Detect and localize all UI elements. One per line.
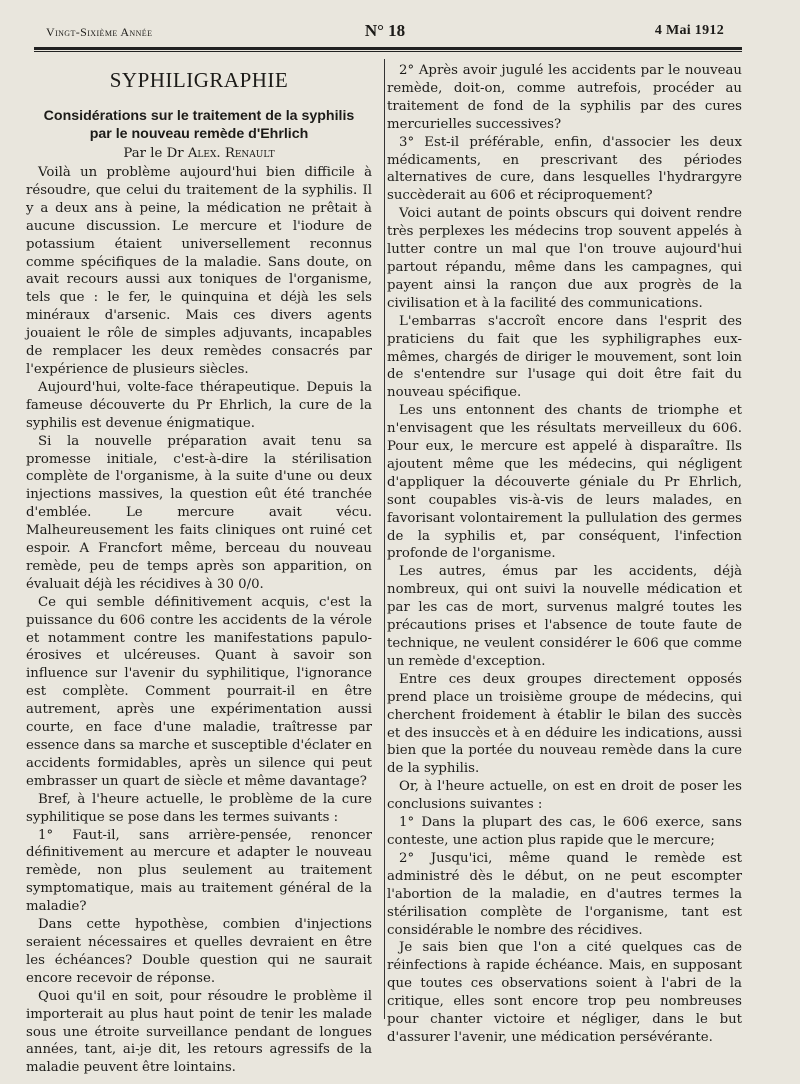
column-divider — [384, 59, 385, 1019]
paragraph: Or, à l'heure actuelle, on est en droit de poser les conclusions suivantes : — [387, 779, 742, 813]
article-title-line-2: par le nouveau remède d'Ehrlich — [89, 126, 309, 142]
paragraph: Voilà un problème aujourd'hui bien difficile à résoudre, que celui du traitement de la syphilis. Il y a deux ans à peine, la médication ne prêtait à aucune discussion. Le mercure et l'iodure de potassium étaient universellement reconnus comme spécifiques de la maladie. Sans doute, on avait recours aussi aux toniques de l'organisme, tels que : le fer, le quinquina et déjà les sels minéraux d'arsenic. Mais ces divers agents jouaient le rôle de simples adjuvants, incapables de remplacer les deux remèdes consacrés par l'expérience de plusieurs siècles. — [26, 165, 372, 377]
issue-date: 4 Mai 1912 — [654, 23, 724, 38]
paragraph: 2° Jusqu'ici, même quand le remède est administré dès le début, on ne peut escompter l'abortion de la maladie, en d'autres termes la stérilisation complète de l'organisme, tant est considérable le nombre des récidives. — [387, 850, 742, 938]
paragraph: Bref, à l'heure actuelle, le problème de la cure syphilitique se pose dans les termes suivants : — [26, 791, 372, 825]
paragraph: Dans cette hypothèse, combien d'injections seraient nécessaires et quelles devraient en être les échéances? Double question qui ne saurait encore recevoir de réponse. — [26, 917, 372, 986]
paragraph: Entre ces deux groupes directement opposés prend place un troisième groupe de médecins, qui cherchent froidement à établir le bilan des succès et des insuccès et à en déduire les indications, aussi bien que la portée du nouveau remède dans la cure de la syphilis. — [387, 671, 742, 777]
paragraph: Les uns entonnent des chants de triomphe et n'envisagent que les résultats merveilleux du 606. Pour eux, le mercure est appelé à disparaître. Ils ajoutent même que les médecins, qui négligent d'appliquer la découverte géniale du Pr Ehrlich, sont coupables vis-à-vis de leurs malades, en favorisant volontairement la pullulation des germes de la syphilis et, par conséquent, l'infection profonde de l'organisme. — [387, 403, 742, 562]
paragraph: Quoi qu'il en soit, pour résoudre le problème il importerait au plus haut point de tenir les malade sous une étroite surveillance pendant de longues années, tant, ai-je dit, les retours agressifs de la maladie peuvent être lointains. — [26, 988, 372, 1076]
right-column — [387, 62, 742, 1045]
issue-number: N° 18 — [364, 21, 406, 40]
article-title — [26, 107, 372, 143]
paragraph: L'embarras s'accroît encore dans l'esprit des praticiens du fait que les syphiligraphes eux-mêmes, chargés de diriger le mouvement, sont loin de s'entendre sur l'usage qui doit être fait du nouveau spécifique. — [387, 313, 742, 401]
paragraph: Si la nouvelle préparation avait tenu sa promesse initiale, c'est-à-dire la stérilisation complète de l'organisme, à la suite d'une ou deux injections massives, la question eût été tranchée d'emblée. Le mercure avait vécu. Malheureusement les faits cliniques ont ruiné cet espoir. A Francfort même, berceau du nouveau remède, peu de temps après son apparition, on évaluait déjà les récidives à 30 0/0. — [26, 433, 372, 592]
paragraph: Voici autant de points obscurs qui doivent rendre très perplexes les médecins trop souvent appelés à lutter contre un mal que l'on trouve aujourd'hui partout répandu, même dans les campagnes, qui payent ainsi la rançon due aux progrès de la civilisation et à la facilité des communications. — [387, 206, 742, 311]
left-column — [26, 62, 372, 1076]
paragraph: 1° Faut-il, sans arrière-pensée, renoncer définitivement au mercure et adapter le nouveau remède, non plus seulement au traitement symptomatique, mais au traitement général de la maladie? — [26, 827, 372, 915]
paragraph: 3° Est-il préférable, enfin, d'associer les deux médicaments, en prescrivant des périodes alternatives de cure, dans lesquelles l'hydrargyre succèderait au 606 et réciproquement? — [387, 134, 742, 204]
paragraph: 2° Après avoir jugulé les accidents par le nouveau remède, doit-on, comme autrefois, procéder au traitement de fond de la syphilis par des cures mercurielles successives? — [387, 63, 742, 132]
byline-prefix: Par le Dr — [123, 146, 184, 161]
section-title: SYPHILIGRAPHIE — [109, 68, 289, 92]
article-title-line-1: Considérations sur le traitement de la syphilis — [43, 108, 355, 124]
paragraph: Les autres, émus par les accidents, déjà nombreux, qui ont suivi la nouvelle médication et par les cas de mort, survenus malgré toutes les précautions prises et l'absence de toute faute de technique, ne veulent considérer le 606 que comme un remède d'exception. — [387, 564, 742, 669]
paragraph: Ce qui semble définitivement acquis, c'est la puissance du 606 contre les accidents de la vérole et notamment contre les manifestations papulo-érosives et ulcéreuses. Quant à savoir son influence sur l'avenir du syphilitique, l'ignorance est complète. Comment pourrait-il en être autrement, après une expérimentation aussi courte, en face d'une maladie, traîtresse par essence dans sa marche et susceptible d'éclater en accidents formidables, après un silence qui peut embrasser un quart de siècle et même davantage? — [26, 594, 372, 789]
paragraph: Je sais bien que l'on a cité quelques cas de réinfections à rapide échéance. Mais, en supposant que toutes ces observations soient à l'abri de la critique, elles sont encore trop peu nombreuses pour chanter victoire et négliger, dans le but d'assurer l'avenir, une médication persévérante. — [387, 940, 742, 1045]
volume-label: Vingt-Sixième Année — [46, 25, 153, 39]
byline — [26, 145, 372, 163]
byline-author: Alex. Renault — [187, 146, 275, 161]
running-head — [46, 23, 724, 43]
paragraph: Aujourd'hui, volte-face thérapeutique. Depuis la fameuse découverte du Pr Ehrlich, la cure de la syphilis est devenue énigmatique. — [26, 379, 372, 431]
paragraph: 1° Dans la plupart des cas, le 606 exerce, sans conteste, une action plus rapide que le mercure; — [387, 815, 742, 848]
header-rule — [34, 47, 742, 52]
